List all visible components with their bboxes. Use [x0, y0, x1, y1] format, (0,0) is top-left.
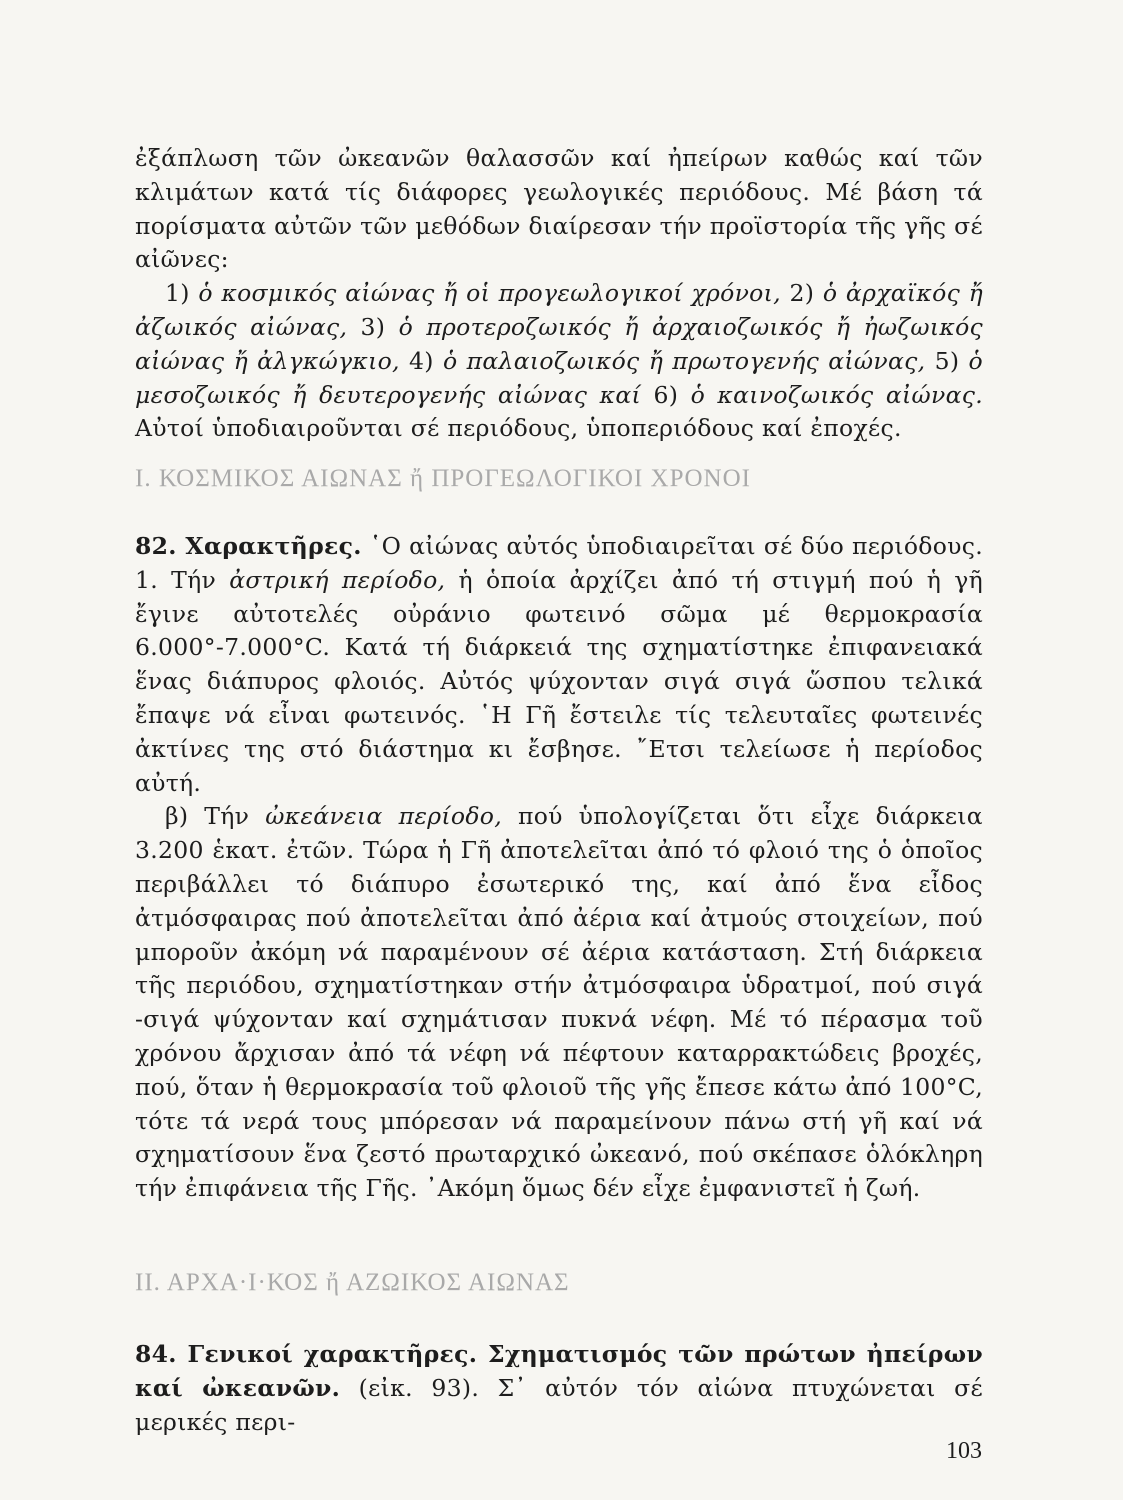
era-5: ὁ μεσοζωικός ἤ δευτερογενής αἰώνας καί: [135, 346, 983, 409]
paragraph-82-text-a: ῾Ο αἰώνας αὐτός ὑποδιαιρεῖται σέ δύο περιόδους. 1. Τήν: [135, 532, 983, 594]
paragraph-84-label: 84. Γενικοί χαρακτῆρες. Σχηματισμός τῶν πρώτων ἠπείρων καί ὠκεανῶν.: [135, 1340, 983, 1402]
era-2-number: 2): [789, 279, 815, 308]
paragraph-82-text-b: ἡ ὁποία ἀρχίζει ἀπό τή στιγμή πού ἡ γῆ ἔγινε αὐτοτελές οὐράνιο φωτεινό σῶμα μέ θερμοκρασία 6.000°-7.000°C. Κατά τή διάρκειά της σχηματίστηκε ἐπιφανειακά ἕνας διάπυρος φλοιός. Αὐτός ψύχονταν σιγά σιγά ὥσπου τελικά ἔπαψε νά εἶναι φωτεινός. ῾Η Γῆ ἔστειλε τίς τελευταῖες φωτεινές ἀκτίνες της στό διάστημα κι ἔσβησε. ῎Ετσι τελείωσε ἡ περίοδος αὐτή.: [135, 565, 984, 797]
era-list: [135, 277, 983, 446]
era-5-number: 5): [934, 346, 960, 375]
page-body: [135, 142, 984, 1436]
intro-paragraph: [135, 142, 983, 277]
paragraph-b-term: ὠκεάνεια περίοδο,: [265, 802, 502, 831]
paragraph-b-label: β) Τήν: [165, 802, 250, 831]
era-1-number: 1): [165, 279, 190, 308]
section-1-body: [135, 530, 983, 1206]
intro-tail: Αὐτοί ὑποδιαιροῦνται σέ περιόδους, ὑποπεριόδους καί ἐποχές.: [135, 414, 902, 443]
intro-text: ἐξάπλωση τῶν ὠκεανῶν θαλασσῶν καί ἠπείρων καθώς καί τῶν κλιμάτων κατά τίς διάφορες γεωλογικές περιόδους. Μέ βάση τά πορίσματα αὐτῶν τῶν μεθόδων διαίρεσαν τήν προϊστορία τῆς γῆς σέ αἰῶνες:: [135, 144, 983, 274]
paragraph-82-term: ἀστρική περίοδο,: [229, 565, 446, 594]
paragraph-b-text: πού ὑπολογίζεται ὅτι εἶχε διάρκεια 3.200 ἑκατ. ἐτῶν. Τώρα ἡ Γῆ ἀποτελεῖται ἀπό τό φλοιό της ὁ ὁποῖος περιβάλλει τό διάπυρο ἐσωτερικό της, καί ἀπό ἕνα εἶδος ἀτμόσφαιρας πού ἀποτελεῖται ἀπό ἀέρια καί ἀτμούς στοιχείων, πού μποροῦν ἀκόμη νά παραμένουν σέ ἀέρια κατάσταση. Στή διάρκεια τῆς περιόδου, σχηματίστηκαν στήν ἀτμόσφαιρα ὑδρατμοί, πού σιγά -σιγά ψύχονταν καί σχημάτισαν πυκνά νέφη. Μέ τό πέρασμα τοῦ χρόνου ἄρχισαν ἀπό τά νέφη νά πέφτουν καταρρακτώδεις βροχές, πού, ὅταν ἡ θερμοκρασία τοῦ φλοιοῦ τῆς γῆς ἔπεσε κάτω ἀπό 100°C, τότε τά νερά τους μπόρεσαν νά παραμείνουν πάνω στή γῆ καί νά σχηματίσουν ἕνα ζεστό πρωταρχικό ὠκεανό, πού σκέπασε ὁλόκληρη τήν ἐπιφάνεια τῆς Γῆς. ᾿Ακόμη ὅμως δέν εἶχε ἐμφανιστεῖ ἡ ζωή.: [135, 802, 983, 1203]
era-3: ὁ προτεροζωικός ἤ ἀρχαιοζωικός ἤ ἠωζωικός αἰώνας ἤ ἀλγκώγκιο,: [135, 312, 983, 375]
paragraph-b: [135, 800, 983, 1206]
era-6: ὁ καινοζωικός αἰώνας.: [690, 380, 984, 409]
era-1: ὁ κοσμικός αἰώνας ἤ οἱ προγεωλογικοί χρόνοι,: [198, 279, 781, 308]
era-3-number: 3): [360, 312, 386, 341]
paragraph-84-text: (εἰκ. 93). Σ᾿ αὐτόν τόν αἰώνα πτυχώνεται σέ μερικές περι-: [135, 1373, 983, 1436]
era-6-number: 6): [653, 380, 679, 409]
section-2-body: [135, 1338, 983, 1439]
paragraph-84: [135, 1338, 983, 1439]
paragraph-82: [135, 530, 983, 800]
era-4-number: 4): [409, 346, 434, 375]
era-2: ὁ ἀρχαϊκός ἤ ἀζωικός αἰώνας,: [135, 279, 984, 341]
paragraph-82-label: 82. Χαρακτῆρες.: [135, 532, 362, 560]
era-4: ὁ παλαιοζωικός ἤ πρωτογενής αἰώνας,: [442, 346, 926, 375]
section-2-heading: ΙΙ. ΑΡΧΑ·Ι·ΚΟΣ ἤ ΑΖΩΙΚΟΣ ΑΙΩΝΑΣ: [135, 1269, 570, 1296]
page-number: 103: [946, 1438, 982, 1464]
section-1-heading: Ι. ΚΟΣΜΙΚΟΣ ΑΙΩΝΑΣ ἤ ΠΡΟΓΕΩΛΟΓΙΚΟΙ ΧΡΟΝΟΙ: [135, 465, 751, 492]
